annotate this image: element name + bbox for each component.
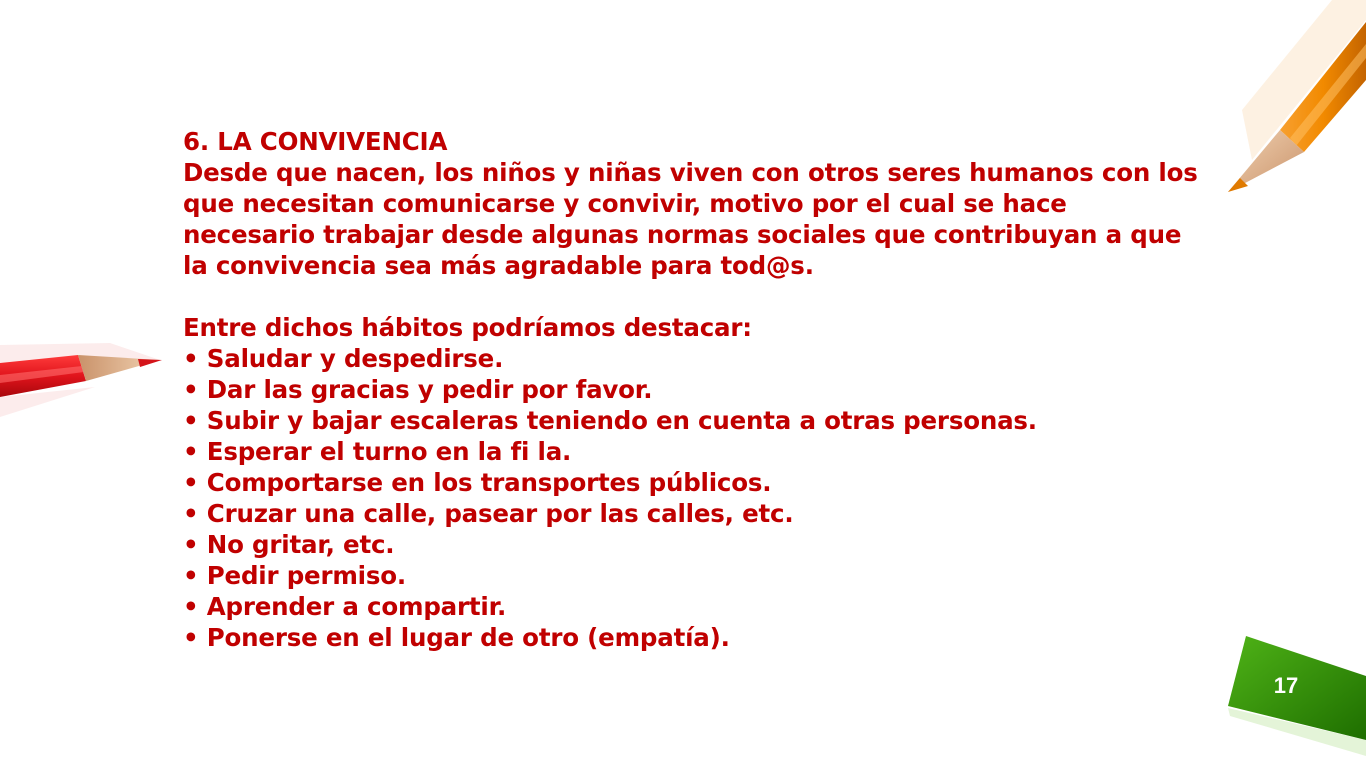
list-item: • Comportarse en los transportes públicos.: [183, 468, 772, 497]
list-item: • Saludar y despedirse.: [183, 344, 504, 373]
list-item: • Cruzar una calle, pasear por las calles, etc.: [183, 499, 794, 528]
slide-title: 6. LA CONVIVENCIA: [183, 127, 448, 156]
intro-line: que necesitan comunicarse y convivir, motivo por el cual se hace: [183, 189, 1067, 218]
slide-content: [183, 126, 1223, 653]
habits-list: [183, 343, 1223, 653]
page-number: 17: [1273, 673, 1299, 698]
list-item: • Ponerse en el lugar de otro (empatía).: [183, 623, 730, 652]
list-item: • Subir y bajar escaleras teniendo en cuenta a otras personas.: [183, 406, 1037, 435]
list-heading: Entre dichos hábitos podríamos destacar:: [183, 313, 752, 342]
list-item: • Aprender a compartir.: [183, 592, 507, 621]
list-item: • Esperar el turno en la fi la.: [183, 437, 572, 466]
intro-line: necesario trabajar desde algunas normas sociales que contribuyan a que: [183, 220, 1182, 249]
intro-line: la convivencia sea más agradable para tod@s.: [183, 251, 814, 280]
list-item: • Pedir permiso.: [183, 561, 406, 590]
intro-line: Desde que nacen, los niños y niñas viven con otros seres humanos con los: [183, 158, 1198, 187]
paragraph-spacer: [183, 281, 1223, 312]
red-pencil-icon: [0, 335, 170, 425]
list-item: • No gritar, etc.: [183, 530, 395, 559]
list-item: • Dar las gracias y pedir por favor.: [183, 375, 653, 404]
orange-pencil-icon: [1222, 0, 1366, 200]
